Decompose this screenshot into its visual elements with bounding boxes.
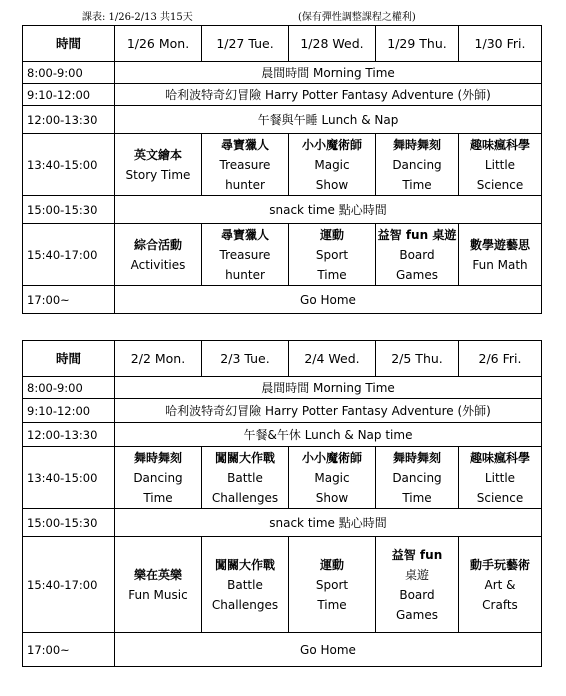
activity-name-zh: 趣味瘋科學 bbox=[469, 450, 530, 465]
activity-cell bbox=[289, 224, 376, 286]
activity-name-en: Treasure bbox=[219, 247, 271, 262]
activity-cell bbox=[115, 447, 202, 509]
activity-cell bbox=[459, 134, 542, 196]
activity-name-en: Board bbox=[399, 587, 435, 602]
activity-name-en: Time bbox=[402, 177, 432, 192]
activity-name-en: Sport bbox=[315, 247, 349, 262]
activity-name-en: Little bbox=[484, 157, 516, 172]
activity-name-en: Time bbox=[317, 597, 347, 612]
activity-name-en: Art & bbox=[484, 577, 516, 592]
activity-name-en: Board bbox=[399, 247, 435, 262]
activity-name-en: Science bbox=[476, 177, 524, 192]
activity-name-zh: 綜合活動 bbox=[133, 237, 182, 252]
activity-name-zh: 運動 bbox=[319, 227, 344, 242]
schedule-row bbox=[23, 134, 542, 196]
schedule-dates: 課表: 1/26-2/13 共15天 bbox=[82, 12, 193, 23]
all-days-activity-cell: Go Home bbox=[115, 633, 542, 667]
activity-cell bbox=[376, 537, 459, 633]
activity-name-en: Challenges bbox=[211, 597, 279, 612]
time-column-header: 時間 bbox=[23, 341, 115, 377]
time-slot-cell: 12:00-13:30 bbox=[23, 106, 115, 134]
schedule-row bbox=[23, 509, 542, 537]
activity-name-en: Games bbox=[396, 607, 438, 622]
day-column-header: 2/2 Mon. bbox=[115, 341, 202, 377]
day-column-header: 1/27 Tue. bbox=[202, 26, 289, 62]
header-row bbox=[23, 341, 542, 377]
time-slot-cell: 15:40-17:00 bbox=[23, 537, 115, 633]
activity-cell bbox=[289, 537, 376, 633]
schedule-row bbox=[23, 62, 542, 84]
time-slot-cell: 17:00~ bbox=[23, 286, 115, 314]
time-column-header: 時間 bbox=[23, 26, 115, 62]
time-slot-cell: 8:00-9:00 bbox=[23, 377, 115, 399]
schedule-row bbox=[23, 537, 542, 633]
activity-name-en: Fun Music bbox=[128, 587, 188, 602]
all-days-activity-cell: 哈利波特奇幻冒險 Harry Potter Fantasy Adventure (外師) bbox=[115, 84, 542, 106]
activity-name-zh: 益智 fun bbox=[391, 547, 443, 562]
day-column-header: 2/3 Tue. bbox=[202, 341, 289, 377]
activity-cell bbox=[115, 224, 202, 286]
activity-cell bbox=[376, 134, 459, 196]
activity-name-zh: 樂在英樂 bbox=[133, 567, 182, 582]
activity-name-en: Magic bbox=[314, 470, 350, 485]
schedule-row bbox=[23, 447, 542, 509]
document-header bbox=[0, 6, 566, 22]
activity-name-en: Fun Math bbox=[472, 257, 528, 272]
schedule-row bbox=[23, 196, 542, 224]
schedule-row bbox=[23, 633, 542, 667]
activity-name-zh: 小小魔術師 bbox=[301, 137, 362, 152]
time-slot-cell: 15:00-15:30 bbox=[23, 196, 115, 224]
schedule-row bbox=[23, 286, 542, 314]
activity-cell bbox=[376, 447, 459, 509]
activity-name-en: Time bbox=[317, 267, 347, 282]
time-slot-cell: 13:40-15:00 bbox=[23, 447, 115, 509]
schedule-row bbox=[23, 399, 542, 423]
activity-name-en: Dancing bbox=[133, 470, 183, 485]
schedule-row bbox=[23, 224, 542, 286]
activity-name-zh: 闖關大作戰 bbox=[214, 450, 275, 465]
activity-name-zh: 舞時舞刻 bbox=[133, 450, 182, 465]
time-slot-cell: 12:00-13:30 bbox=[23, 423, 115, 447]
activity-name-en: Games bbox=[396, 267, 438, 282]
week2-schedule-table bbox=[22, 340, 542, 667]
time-slot-cell: 15:00-15:30 bbox=[23, 509, 115, 537]
activity-name-zh: 尋寶獵人 bbox=[220, 137, 269, 152]
activity-cell bbox=[289, 447, 376, 509]
time-slot-cell: 9:10-12:00 bbox=[23, 84, 115, 106]
activity-cell bbox=[115, 134, 202, 196]
activity-name-zh: 趣味瘋科學 bbox=[469, 137, 530, 152]
activity-name-zh: 闖關大作戰 bbox=[214, 557, 275, 572]
activity-name-en: Magic bbox=[314, 157, 350, 172]
all-days-activity-cell: snack time 點心時間 bbox=[115, 509, 542, 537]
day-column-header: 1/29 Thu. bbox=[376, 26, 459, 62]
activity-name-zh: 小小魔術師 bbox=[301, 450, 362, 465]
day-column-header: 2/5 Thu. bbox=[376, 341, 459, 377]
activity-name-en: hunter bbox=[225, 177, 265, 192]
activity-name-en: Battle bbox=[227, 577, 263, 592]
all-days-activity-cell: 午餐與午睡 Lunch & Nap bbox=[115, 106, 542, 134]
all-days-activity-cell: 晨間時間 Morning Time bbox=[115, 377, 542, 399]
header-row bbox=[23, 26, 542, 62]
activity-cell bbox=[289, 134, 376, 196]
activity-name-en: Dancing bbox=[392, 470, 442, 485]
activity-cell bbox=[459, 224, 542, 286]
time-slot-cell: 13:40-15:00 bbox=[23, 134, 115, 196]
time-slot-cell: 15:40-17:00 bbox=[23, 224, 115, 286]
activity-cell bbox=[459, 537, 542, 633]
activity-name-en: Battle bbox=[227, 470, 263, 485]
activity-cell bbox=[202, 224, 289, 286]
activity-name-en: Story Time bbox=[125, 167, 191, 182]
activity-name-en: Sport bbox=[315, 577, 349, 592]
activity-name-zh: 英文繪本 bbox=[133, 147, 182, 162]
day-column-header: 2/6 Fri. bbox=[459, 341, 542, 377]
activity-cell bbox=[202, 537, 289, 633]
activity-name-en: hunter bbox=[225, 267, 265, 282]
activity-cell bbox=[376, 224, 459, 286]
day-column-header: 1/30 Fri. bbox=[459, 26, 542, 62]
day-column-header: 1/26 Mon. bbox=[115, 26, 202, 62]
activity-name-en: Dancing bbox=[392, 157, 442, 172]
all-days-activity-cell: 晨間時間 Morning Time bbox=[115, 62, 542, 84]
schedule-note: (保有彈性調整課程之權利) bbox=[298, 12, 416, 23]
activity-cell bbox=[115, 537, 202, 633]
all-days-activity-cell: 午餐&午休 Lunch & Nap time bbox=[115, 423, 542, 447]
activity-name-zh: 尋寶獵人 bbox=[220, 227, 269, 242]
activity-name-en: Time bbox=[143, 490, 173, 505]
all-days-activity-cell: 哈利波特奇幻冒險 Harry Potter Fantasy Adventure (外師) bbox=[115, 399, 542, 423]
activity-name-en: Little bbox=[484, 470, 516, 485]
day-column-header: 2/4 Wed. bbox=[289, 341, 376, 377]
activity-name-en: Time bbox=[402, 490, 432, 505]
activity-name-en: Science bbox=[476, 490, 524, 505]
time-slot-cell: 17:00~ bbox=[23, 633, 115, 667]
activity-name-zh: 舞時舞刻 bbox=[392, 137, 441, 152]
activity-name-en: Show bbox=[315, 177, 349, 192]
activity-name-en: Treasure bbox=[219, 157, 271, 172]
time-slot-cell: 8:00-9:00 bbox=[23, 62, 115, 84]
activity-name-zh: 數學遊藝思 bbox=[469, 237, 530, 252]
activity-name-zh: 運動 bbox=[319, 557, 344, 572]
time-slot-cell: 9:10-12:00 bbox=[23, 399, 115, 423]
schedule-row bbox=[23, 106, 542, 134]
schedule-row bbox=[23, 423, 542, 447]
activity-cell bbox=[202, 134, 289, 196]
all-days-activity-cell: snack time 點心時間 bbox=[115, 196, 542, 224]
activity-cell bbox=[202, 447, 289, 509]
activity-name-zh: 舞時舞刻 bbox=[392, 450, 441, 465]
activity-name-en: Challenges bbox=[211, 490, 279, 505]
activity-name-en: 桌遊 bbox=[404, 567, 429, 582]
activity-name-en: Activities bbox=[130, 257, 186, 272]
activity-name-zh: 益智 fun 桌遊 bbox=[377, 227, 457, 242]
all-days-activity-cell: Go Home bbox=[115, 286, 542, 314]
schedule-row bbox=[23, 377, 542, 399]
activity-name-zh: 動手玩藝術 bbox=[469, 557, 530, 572]
schedule-row bbox=[23, 84, 542, 106]
activity-name-en: Crafts bbox=[482, 597, 518, 612]
week1-schedule-table bbox=[22, 25, 542, 314]
activity-cell bbox=[459, 447, 542, 509]
activity-name-en: Show bbox=[315, 490, 349, 505]
day-column-header: 1/28 Wed. bbox=[289, 26, 376, 62]
